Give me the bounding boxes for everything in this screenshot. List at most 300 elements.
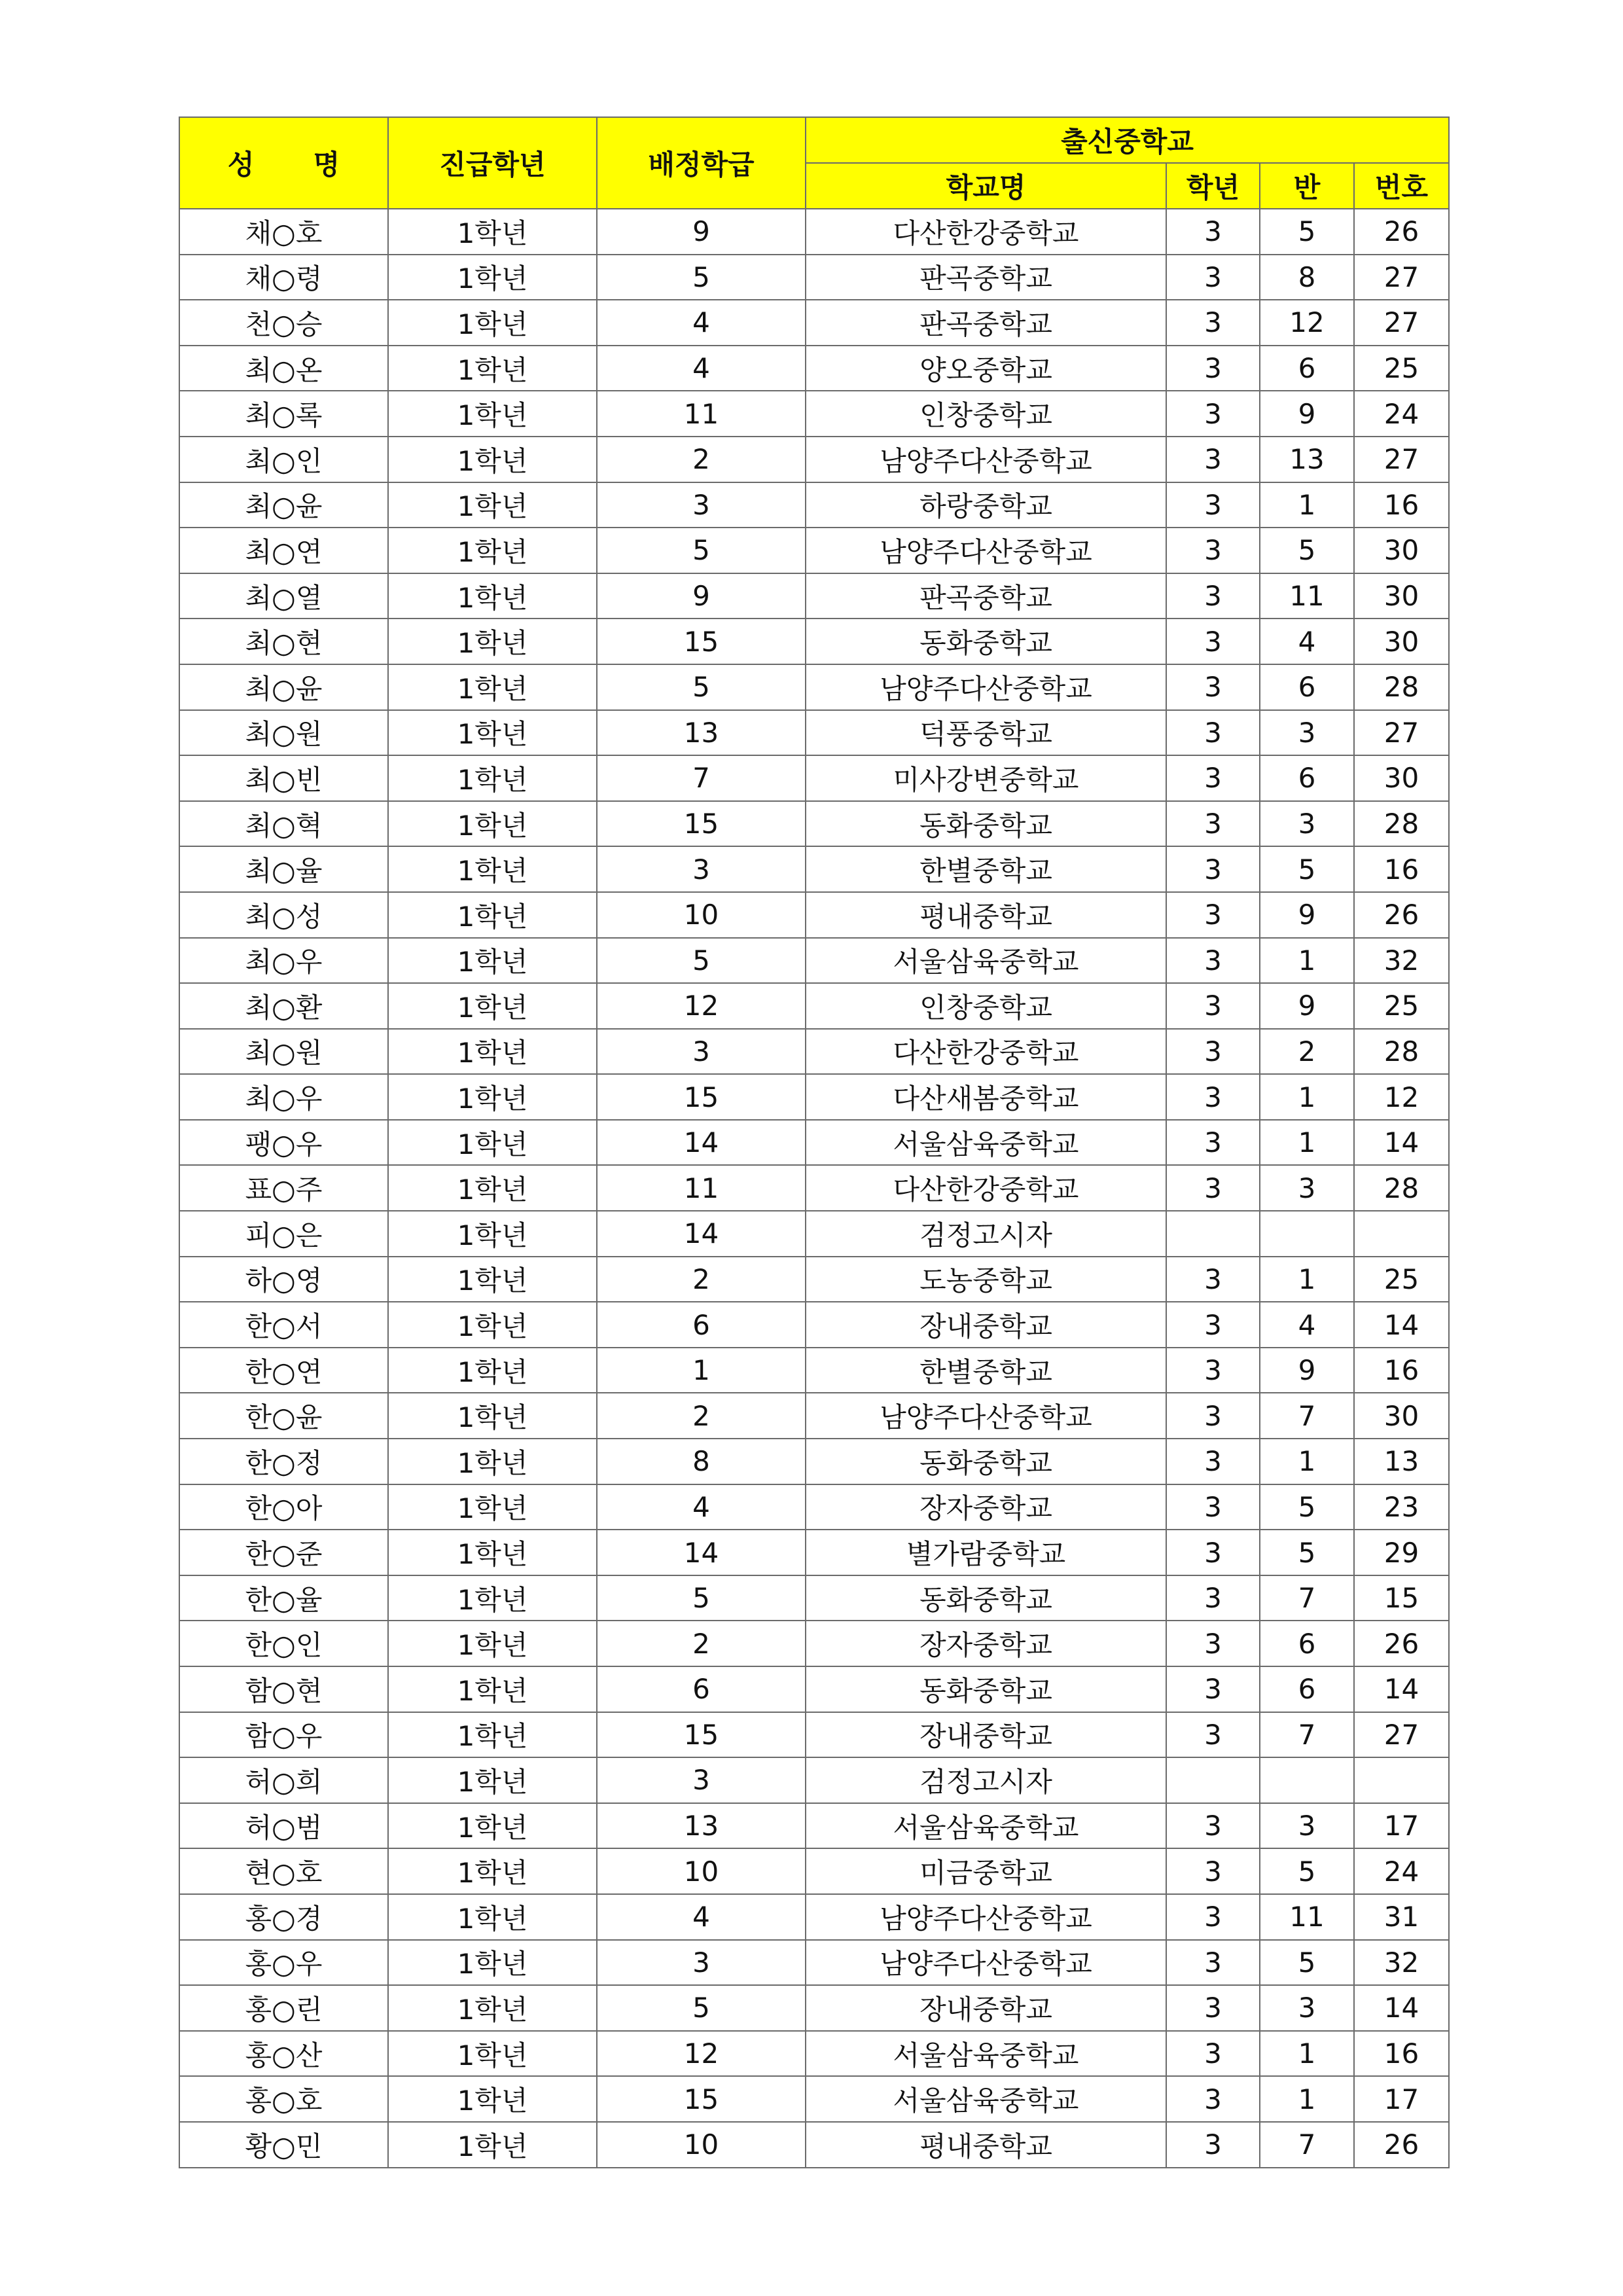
cell-school-name: 동화중학교 xyxy=(806,1439,1166,1484)
cell-grade-up: 1학년 xyxy=(388,209,597,255)
cell-class: 9 xyxy=(1260,1348,1354,1393)
cell-grade-up: 1학년 xyxy=(388,1757,597,1803)
cell-number: 16 xyxy=(1354,1348,1449,1393)
cell-assigned-class: 12 xyxy=(597,2031,806,2077)
cell-assigned-class: 14 xyxy=(597,1120,806,1166)
table-row xyxy=(179,1484,1449,1530)
cell-grade: 3 xyxy=(1166,619,1260,664)
cell-assigned-class: 12 xyxy=(597,983,806,1029)
cell-school-name: 서울삼육중학교 xyxy=(806,2076,1166,2122)
table-row xyxy=(179,1894,1449,1940)
cell-number: 14 xyxy=(1354,1666,1449,1712)
cell-student-name: 홍○우 xyxy=(179,1940,388,1986)
cell-number: 30 xyxy=(1354,528,1449,573)
cell-grade-up: 1학년 xyxy=(388,1393,597,1439)
table-row xyxy=(179,938,1449,984)
cell-student-name: 최○환 xyxy=(179,983,388,1029)
cell-grade: 3 xyxy=(1166,255,1260,300)
cell-class: 1 xyxy=(1260,1439,1354,1484)
cell-assigned-class: 1 xyxy=(597,1348,806,1393)
cell-grade: 3 xyxy=(1166,209,1260,255)
cell-number: 25 xyxy=(1354,1257,1449,1302)
cell-grade: 3 xyxy=(1166,1894,1260,1940)
cell-grade: 3 xyxy=(1166,892,1260,938)
header-origin-school: 출신중학교 xyxy=(806,117,1449,163)
cell-grade: 3 xyxy=(1166,437,1260,482)
cell-grade: 3 xyxy=(1166,983,1260,1029)
cell-school-name: 장내중학교 xyxy=(806,1712,1166,1758)
table-row xyxy=(179,1575,1449,1621)
cell-grade: 3 xyxy=(1166,528,1260,573)
cell-school-name: 미금중학교 xyxy=(806,1848,1166,1894)
cell-school-name: 남양주다산중학교 xyxy=(806,1940,1166,1986)
cell-grade: 3 xyxy=(1166,346,1260,391)
cell-student-name: 최○현 xyxy=(179,619,388,664)
cell-school-name: 판곡중학교 xyxy=(806,573,1166,619)
cell-grade-up: 1학년 xyxy=(388,1165,597,1211)
document-page xyxy=(179,117,1448,2168)
header-school-name: 학교명 xyxy=(806,163,1166,209)
cell-number: 23 xyxy=(1354,1484,1449,1530)
cell-grade: 3 xyxy=(1166,1393,1260,1439)
cell-grade: 3 xyxy=(1166,300,1260,346)
cell-assigned-class: 2 xyxy=(597,1621,806,1666)
cell-student-name: 최○원 xyxy=(179,1029,388,1075)
cell-grade: 3 xyxy=(1166,2122,1260,2168)
cell-grade-up: 1학년 xyxy=(388,892,597,938)
cell-assigned-class: 13 xyxy=(597,1803,806,1849)
cell-student-name: 최○원 xyxy=(179,710,388,756)
cell-assigned-class: 15 xyxy=(597,801,806,847)
cell-grade-up: 1학년 xyxy=(388,300,597,346)
cell-number: 30 xyxy=(1354,619,1449,664)
table-row xyxy=(179,1393,1449,1439)
table-row xyxy=(179,1439,1449,1484)
cell-class: 7 xyxy=(1260,1393,1354,1439)
cell-assigned-class: 3 xyxy=(597,846,806,892)
cell-school-name: 다산새봄중학교 xyxy=(806,1074,1166,1120)
cell-student-name: 한○율 xyxy=(179,1575,388,1621)
cell-grade: 3 xyxy=(1166,755,1260,801)
cell-school-name: 평내중학교 xyxy=(806,892,1166,938)
cell-assigned-class: 9 xyxy=(597,573,806,619)
cell-number: 32 xyxy=(1354,938,1449,984)
cell-student-name: 최○빈 xyxy=(179,755,388,801)
cell-grade: 3 xyxy=(1166,1029,1260,1075)
cell-grade: 3 xyxy=(1166,1803,1260,1849)
cell-student-name: 최○우 xyxy=(179,1074,388,1120)
cell-class: 6 xyxy=(1260,664,1354,710)
cell-class: 1 xyxy=(1260,2031,1354,2077)
cell-school-name: 한별중학교 xyxy=(806,1348,1166,1393)
cell-grade-up: 1학년 xyxy=(388,528,597,573)
cell-student-name: 최○율 xyxy=(179,846,388,892)
cell-grade-up: 1학년 xyxy=(388,1940,597,1986)
cell-grade: 3 xyxy=(1166,1985,1260,2031)
cell-assigned-class: 10 xyxy=(597,1848,806,1894)
cell-school-name: 다산한강중학교 xyxy=(806,1165,1166,1211)
cell-grade: 3 xyxy=(1166,664,1260,710)
cell-class: 1 xyxy=(1260,2076,1354,2122)
cell-number: 16 xyxy=(1354,2031,1449,2077)
cell-assigned-class: 15 xyxy=(597,1074,806,1120)
cell-school-name: 장내중학교 xyxy=(806,1985,1166,2031)
cell-number: 30 xyxy=(1354,573,1449,619)
cell-grade-up: 1학년 xyxy=(388,1530,597,1575)
cell-number: 12 xyxy=(1354,1074,1449,1120)
cell-grade: 3 xyxy=(1166,1848,1260,1894)
cell-class: 3 xyxy=(1260,1803,1354,1849)
header-grade-up: 진급학년 xyxy=(388,117,597,209)
table-row xyxy=(179,801,1449,847)
cell-assigned-class: 6 xyxy=(597,1302,806,1348)
cell-school-name: 별가람중학교 xyxy=(806,1530,1166,1575)
cell-student-name: 한○준 xyxy=(179,1530,388,1575)
cell-class xyxy=(1260,1757,1354,1803)
cell-assigned-class: 2 xyxy=(597,1257,806,1302)
cell-school-name: 동화중학교 xyxy=(806,619,1166,664)
cell-number: 26 xyxy=(1354,2122,1449,2168)
table-row xyxy=(179,2122,1449,2168)
cell-grade-up: 1학년 xyxy=(388,1803,597,1849)
cell-grade-up: 1학년 xyxy=(388,255,597,300)
cell-class: 1 xyxy=(1260,938,1354,984)
cell-assigned-class: 3 xyxy=(597,1940,806,1986)
table-row xyxy=(179,255,1449,300)
cell-grade-up: 1학년 xyxy=(388,437,597,482)
cell-number: 28 xyxy=(1354,664,1449,710)
cell-number: 16 xyxy=(1354,846,1449,892)
cell-assigned-class: 7 xyxy=(597,755,806,801)
table-row xyxy=(179,1940,1449,1986)
cell-school-name: 남양주다산중학교 xyxy=(806,664,1166,710)
cell-school-name: 판곡중학교 xyxy=(806,300,1166,346)
cell-student-name: 채○호 xyxy=(179,209,388,255)
cell-grade-up: 1학년 xyxy=(388,846,597,892)
cell-class xyxy=(1260,1211,1354,1257)
cell-grade-up: 1학년 xyxy=(388,619,597,664)
header-grade: 학년 xyxy=(1166,163,1260,209)
cell-grade: 3 xyxy=(1166,1484,1260,1530)
header-class: 반 xyxy=(1260,163,1354,209)
cell-grade-up: 1학년 xyxy=(388,1575,597,1621)
table-row xyxy=(179,1666,1449,1712)
cell-grade xyxy=(1166,1211,1260,1257)
cell-school-name: 평내중학교 xyxy=(806,2122,1166,2168)
cell-class: 7 xyxy=(1260,1712,1354,1758)
cell-grade-up: 1학년 xyxy=(388,801,597,847)
cell-student-name: 홍○호 xyxy=(179,2076,388,2122)
cell-school-name: 남양주다산중학교 xyxy=(806,437,1166,482)
cell-grade: 3 xyxy=(1166,573,1260,619)
cell-assigned-class: 5 xyxy=(597,664,806,710)
cell-grade-up: 1학년 xyxy=(388,346,597,391)
cell-grade xyxy=(1166,1757,1260,1803)
cell-grade: 3 xyxy=(1166,1666,1260,1712)
cell-class: 8 xyxy=(1260,255,1354,300)
cell-school-name: 동화중학교 xyxy=(806,801,1166,847)
cell-class: 5 xyxy=(1260,1484,1354,1530)
cell-school-name: 인창중학교 xyxy=(806,983,1166,1029)
table-row xyxy=(179,619,1449,664)
cell-class: 1 xyxy=(1260,1120,1354,1166)
table-row xyxy=(179,1348,1449,1393)
cell-grade-up: 1학년 xyxy=(388,1120,597,1166)
cell-student-name: 최○열 xyxy=(179,573,388,619)
table-row xyxy=(179,1211,1449,1257)
cell-school-name: 남양주다산중학교 xyxy=(806,1393,1166,1439)
cell-number: 28 xyxy=(1354,1029,1449,1075)
table-row xyxy=(179,346,1449,391)
table-row xyxy=(179,1120,1449,1166)
table-row xyxy=(179,2031,1449,2077)
cell-grade-up: 1학년 xyxy=(388,2122,597,2168)
cell-school-name: 남양주다산중학교 xyxy=(806,528,1166,573)
cell-grade-up: 1학년 xyxy=(388,1666,597,1712)
table-row xyxy=(179,1803,1449,1849)
cell-student-name: 최○윤 xyxy=(179,482,388,528)
cell-number: 13 xyxy=(1354,1439,1449,1484)
cell-student-name: 최○인 xyxy=(179,437,388,482)
table-row xyxy=(179,710,1449,756)
cell-grade: 3 xyxy=(1166,1302,1260,1348)
cell-number: 27 xyxy=(1354,1712,1449,1758)
cell-class: 7 xyxy=(1260,1575,1354,1621)
table-row xyxy=(179,391,1449,437)
table-row xyxy=(179,1848,1449,1894)
cell-school-name: 검정고시자 xyxy=(806,1211,1166,1257)
cell-assigned-class: 5 xyxy=(597,1985,806,2031)
class-assignment-table xyxy=(179,117,1450,2168)
cell-class: 6 xyxy=(1260,346,1354,391)
cell-school-name: 서울삼육중학교 xyxy=(806,938,1166,984)
cell-assigned-class: 6 xyxy=(597,1666,806,1712)
cell-student-name: 한○아 xyxy=(179,1484,388,1530)
cell-student-name: 한○정 xyxy=(179,1439,388,1484)
cell-student-name: 황○민 xyxy=(179,2122,388,2168)
cell-student-name: 천○승 xyxy=(179,300,388,346)
cell-grade: 3 xyxy=(1166,1120,1260,1166)
cell-assigned-class: 10 xyxy=(597,2122,806,2168)
cell-assigned-class: 9 xyxy=(597,209,806,255)
cell-school-name: 검정고시자 xyxy=(806,1757,1166,1803)
cell-school-name: 장내중학교 xyxy=(806,1302,1166,1348)
cell-number xyxy=(1354,1211,1449,1257)
table-row xyxy=(179,892,1449,938)
cell-class: 5 xyxy=(1260,1848,1354,1894)
cell-assigned-class: 3 xyxy=(597,1757,806,1803)
table-row xyxy=(179,1757,1449,1803)
cell-class: 5 xyxy=(1260,209,1354,255)
table-body xyxy=(179,209,1449,2168)
cell-student-name: 한○서 xyxy=(179,1302,388,1348)
cell-grade: 3 xyxy=(1166,801,1260,847)
cell-assigned-class: 15 xyxy=(597,1712,806,1758)
header-name: 성 명 xyxy=(179,117,388,209)
cell-class: 3 xyxy=(1260,801,1354,847)
cell-assigned-class: 5 xyxy=(597,938,806,984)
cell-student-name: 최○록 xyxy=(179,391,388,437)
cell-school-name: 다산한강중학교 xyxy=(806,1029,1166,1075)
cell-assigned-class: 3 xyxy=(597,482,806,528)
cell-number: 24 xyxy=(1354,391,1449,437)
cell-grade-up: 1학년 xyxy=(388,482,597,528)
table-row xyxy=(179,1074,1449,1120)
cell-student-name: 표○주 xyxy=(179,1165,388,1211)
cell-grade-up: 1학년 xyxy=(388,2076,597,2122)
cell-student-name: 홍○린 xyxy=(179,1985,388,2031)
cell-grade: 3 xyxy=(1166,1439,1260,1484)
cell-assigned-class: 13 xyxy=(597,710,806,756)
cell-grade-up: 1학년 xyxy=(388,1621,597,1666)
cell-grade-up: 1학년 xyxy=(388,1484,597,1530)
cell-assigned-class: 8 xyxy=(597,1439,806,1484)
cell-assigned-class: 5 xyxy=(597,528,806,573)
table-row xyxy=(179,209,1449,255)
cell-number: 17 xyxy=(1354,1803,1449,1849)
cell-grade-up: 1학년 xyxy=(388,664,597,710)
cell-grade-up: 1학년 xyxy=(388,1712,597,1758)
cell-student-name: 최○혁 xyxy=(179,801,388,847)
cell-class: 3 xyxy=(1260,1165,1354,1211)
cell-number: 26 xyxy=(1354,892,1449,938)
table-row xyxy=(179,755,1449,801)
cell-grade: 3 xyxy=(1166,1530,1260,1575)
cell-number: 30 xyxy=(1354,755,1449,801)
cell-number: 27 xyxy=(1354,300,1449,346)
cell-grade: 3 xyxy=(1166,1621,1260,1666)
cell-school-name: 덕풍중학교 xyxy=(806,710,1166,756)
cell-grade-up: 1학년 xyxy=(388,1257,597,1302)
cell-grade-up: 1학년 xyxy=(388,2031,597,2077)
cell-grade: 3 xyxy=(1166,1165,1260,1211)
cell-class: 1 xyxy=(1260,1257,1354,1302)
cell-student-name: 채○령 xyxy=(179,255,388,300)
cell-assigned-class: 14 xyxy=(597,1211,806,1257)
cell-class: 5 xyxy=(1260,528,1354,573)
cell-grade: 3 xyxy=(1166,938,1260,984)
cell-number: 31 xyxy=(1354,1894,1449,1940)
cell-class: 5 xyxy=(1260,1940,1354,1986)
cell-class: 6 xyxy=(1260,1621,1354,1666)
cell-number: 26 xyxy=(1354,1621,1449,1666)
cell-grade-up: 1학년 xyxy=(388,573,597,619)
cell-number: 27 xyxy=(1354,710,1449,756)
cell-grade: 3 xyxy=(1166,1712,1260,1758)
cell-class: 7 xyxy=(1260,2122,1354,2168)
table-row xyxy=(179,1165,1449,1211)
cell-class: 3 xyxy=(1260,1985,1354,2031)
cell-class: 2 xyxy=(1260,1029,1354,1075)
table-row xyxy=(179,846,1449,892)
cell-class: 5 xyxy=(1260,1530,1354,1575)
cell-number: 17 xyxy=(1354,2076,1449,2122)
table-row xyxy=(179,2076,1449,2122)
cell-grade: 3 xyxy=(1166,1575,1260,1621)
cell-assigned-class: 11 xyxy=(597,1165,806,1211)
cell-assigned-class: 3 xyxy=(597,1029,806,1075)
cell-grade-up: 1학년 xyxy=(388,1074,597,1120)
cell-grade-up: 1학년 xyxy=(388,1439,597,1484)
cell-school-name: 서울삼육중학교 xyxy=(806,2031,1166,2077)
cell-class: 12 xyxy=(1260,300,1354,346)
cell-number: 27 xyxy=(1354,437,1449,482)
cell-grade: 3 xyxy=(1166,1348,1260,1393)
table-row xyxy=(179,528,1449,573)
cell-student-name: 최○연 xyxy=(179,528,388,573)
cell-assigned-class: 5 xyxy=(597,255,806,300)
cell-school-name: 남양주다산중학교 xyxy=(806,1894,1166,1940)
cell-number: 32 xyxy=(1354,1940,1449,1986)
cell-assigned-class: 15 xyxy=(597,619,806,664)
cell-student-name: 하○영 xyxy=(179,1257,388,1302)
cell-number: 14 xyxy=(1354,1120,1449,1166)
cell-assigned-class: 2 xyxy=(597,437,806,482)
table-row xyxy=(179,1712,1449,1758)
cell-grade: 3 xyxy=(1166,2076,1260,2122)
cell-student-name: 한○연 xyxy=(179,1348,388,1393)
cell-grade-up: 1학년 xyxy=(388,938,597,984)
cell-grade-up: 1학년 xyxy=(388,1302,597,1348)
cell-school-name: 양오중학교 xyxy=(806,346,1166,391)
table-row xyxy=(179,664,1449,710)
cell-grade: 3 xyxy=(1166,1940,1260,1986)
cell-school-name: 판곡중학교 xyxy=(806,255,1166,300)
cell-grade-up: 1학년 xyxy=(388,1848,597,1894)
cell-class: 1 xyxy=(1260,482,1354,528)
cell-class: 4 xyxy=(1260,619,1354,664)
cell-school-name: 장자중학교 xyxy=(806,1484,1166,1530)
cell-class: 3 xyxy=(1260,710,1354,756)
table-row xyxy=(179,1257,1449,1302)
cell-number: 24 xyxy=(1354,1848,1449,1894)
cell-grade-up: 1학년 xyxy=(388,1029,597,1075)
cell-grade: 3 xyxy=(1166,1257,1260,1302)
header-number: 번호 xyxy=(1354,163,1449,209)
cell-student-name: 함○현 xyxy=(179,1666,388,1712)
cell-student-name: 한○인 xyxy=(179,1621,388,1666)
table-row xyxy=(179,482,1449,528)
cell-assigned-class: 10 xyxy=(597,892,806,938)
cell-school-name: 도농중학교 xyxy=(806,1257,1166,1302)
cell-number: 29 xyxy=(1354,1530,1449,1575)
cell-number: 28 xyxy=(1354,801,1449,847)
cell-grade-up: 1학년 xyxy=(388,755,597,801)
cell-student-name: 한○윤 xyxy=(179,1393,388,1439)
cell-assigned-class: 2 xyxy=(597,1393,806,1439)
cell-school-name: 인창중학교 xyxy=(806,391,1166,437)
cell-class: 1 xyxy=(1260,1074,1354,1120)
cell-grade-up: 1학년 xyxy=(388,1894,597,1940)
cell-grade: 3 xyxy=(1166,482,1260,528)
cell-student-name: 피○은 xyxy=(179,1211,388,1257)
cell-number: 30 xyxy=(1354,1393,1449,1439)
cell-student-name: 최○온 xyxy=(179,346,388,391)
cell-class: 9 xyxy=(1260,983,1354,1029)
cell-assigned-class: 4 xyxy=(597,300,806,346)
cell-assigned-class: 4 xyxy=(597,346,806,391)
cell-assigned-class: 5 xyxy=(597,1575,806,1621)
cell-school-name: 동화중학교 xyxy=(806,1575,1166,1621)
cell-assigned-class: 15 xyxy=(597,2076,806,2122)
cell-number: 14 xyxy=(1354,1985,1449,2031)
cell-school-name: 서울삼육중학교 xyxy=(806,1120,1166,1166)
cell-number: 27 xyxy=(1354,255,1449,300)
cell-number: 14 xyxy=(1354,1302,1449,1348)
cell-grade-up: 1학년 xyxy=(388,983,597,1029)
cell-grade-up: 1학년 xyxy=(388,391,597,437)
table-row xyxy=(179,1621,1449,1666)
